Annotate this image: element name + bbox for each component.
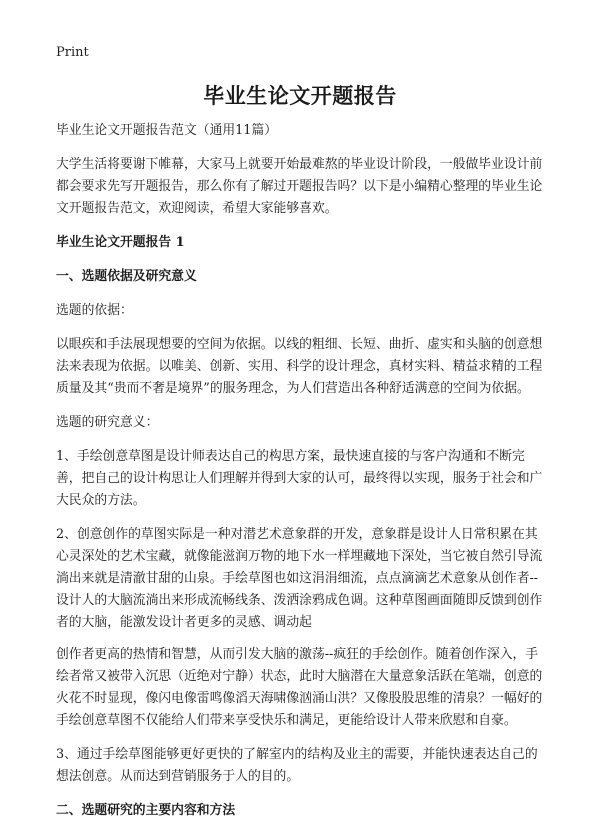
intro-paragraph: 大学生活将要谢下帷幕，大家马上就要开始最难熬的毕业设计阶段，一般做毕业设计前都会要求先写开题报告，那么你有了解过开题报告吗？以下是小编精心整理的毕业生论文开题报告范文，欢迎阅读，希望大家能够喜欢。 [56, 157, 543, 216]
meaning-label: 选题的研究意义： [56, 415, 159, 430]
point-2-continued-paragraph: 创作者更高的热情和智慧，从而引发大脑的激荡--疯狂的手绘创作。随着创作深入，手绘者常又被带入沉思（近绝对宁静）状态，此时大脑潜在大量意象活跃在笔端，创意的火花不时显现，像闪电像雷鸣像滔天海啸像汹涌山洪？又像股股思维的清泉？一幅好的手绘创意草图不仅能给人们带来享受快乐和满足，更能给设计人带来欣慰和自豪。 [56, 647, 543, 728]
section-heading-1: 一、选题依据及研究意义 [56, 269, 197, 284]
section-heading-2: 二、选题研究的主要内容和方法 [56, 803, 236, 818]
print-link[interactable]: Print [56, 45, 89, 60]
document-title: 毕业生论文开题报告 [203, 83, 397, 108]
document-subtitle: 毕业生论文开题报告范文（通用11篇） [56, 123, 278, 138]
point-2-paragraph: 2、创意创作的草图实际是一种对潜艺术意象群的开发，意象群是设计人日常积累在其心灵深处的艺术宝藏，就像能滋润万物的地下水一样埋藏地下深处，当它被自然引导流淌出来就是清澈甘甜的山泉。手绘草图也如这涓涓细流，点点滴滴艺术意象从创作者--设计人的大脑流淌出来形成流畅线条、泼洒涂鸦成色调。这种草图画面随即反馈到创作者的大脑，能激发设计者更多的灵感、调动起 [56, 527, 543, 630]
basis-label: 选题的依据： [56, 303, 133, 318]
basis-paragraph: 以眼疾和手法展现想要的空间为依据。以线的粗细、长短、曲折、虚实和头脑的创意想法来表现为依据。以唯美、创新、实用、科学的设计理念，真材实料、精益求精的工程质量及其“贵而不奢是境界”的服务理念，为人们营造出各种舒适满意的空间为依据。 [56, 337, 543, 396]
point-1-paragraph: 1、手绘创意草图是设计师表达自己的构思方案，最快速直接的与客户沟通和不断完善，把自己的设计构思让人们理解并得到大家的认可，最终得以实现，服务于社会和广大民众的方法。 [56, 449, 543, 508]
report-heading: 毕业生论文开题报告 1 [56, 235, 185, 250]
document-body [56, 120, 548, 822]
point-3-paragraph: 3、通过手绘草图能够更好更快的了解室内的结构及业主的需要，并能快速表达自己的想法创意。从而达到营销服务于人的目的。 [56, 747, 538, 784]
